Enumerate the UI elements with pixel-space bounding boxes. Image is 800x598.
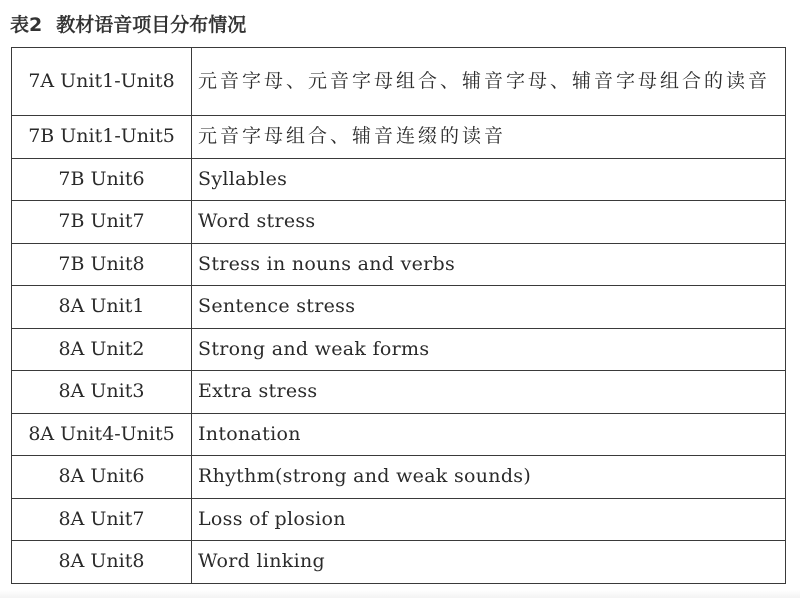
table-row (12, 413, 786, 456)
phonetic-item-cell: 元音字母、元音字母组合、辅音字母、辅音字母组合的读音 (192, 48, 786, 116)
table-row (12, 48, 786, 116)
unit-cell: 7B Unit6 (12, 158, 192, 201)
table-row (12, 116, 786, 159)
table-row (12, 498, 786, 541)
table-caption (10, 10, 246, 40)
phonetic-item-cell: Intonation (192, 413, 786, 456)
table-row (12, 158, 786, 201)
unit-cell: 7B Unit1-Unit5 (12, 116, 192, 159)
unit-cell: 8A Unit4-Unit5 (12, 413, 192, 456)
table-number: 表2 (10, 14, 43, 36)
phonetic-item-cell: Strong and weak forms (192, 328, 786, 371)
phonetic-item-cell: Word linking (192, 541, 786, 584)
phonetic-item-cell: Extra stress (192, 371, 786, 414)
unit-cell: 7A Unit1-Unit8 (12, 48, 192, 116)
table-row (12, 456, 786, 499)
unit-cell: 8A Unit2 (12, 328, 192, 371)
phonetic-item-cell: 元音字母组合、辅音连缀的读音 (192, 116, 786, 159)
unit-cell: 8A Unit8 (12, 541, 192, 584)
phonetic-item-cell: Word stress (192, 201, 786, 244)
table-row (12, 201, 786, 244)
table-row (12, 243, 786, 286)
page-bottom-edge (0, 590, 800, 598)
phonetic-item-cell: Syllables (192, 158, 786, 201)
phonetics-distribution-table (11, 47, 786, 584)
unit-cell: 8A Unit1 (12, 286, 192, 329)
table-row (12, 541, 786, 584)
phonetic-item-cell: Stress in nouns and verbs (192, 243, 786, 286)
phonetic-item-cell: Rhythm(strong and weak sounds) (192, 456, 786, 499)
table-title: 教材语音项目分布情况 (56, 14, 247, 36)
unit-cell: 7B Unit8 (12, 243, 192, 286)
table-row (12, 286, 786, 329)
unit-cell: 8A Unit6 (12, 456, 192, 499)
table-row (12, 371, 786, 414)
unit-cell: 8A Unit3 (12, 371, 192, 414)
phonetic-item-cell: Loss of plosion (192, 498, 786, 541)
unit-cell: 8A Unit7 (12, 498, 192, 541)
table-row (12, 328, 786, 371)
unit-cell: 7B Unit7 (12, 201, 192, 244)
phonetic-item-cell: Sentence stress (192, 286, 786, 329)
